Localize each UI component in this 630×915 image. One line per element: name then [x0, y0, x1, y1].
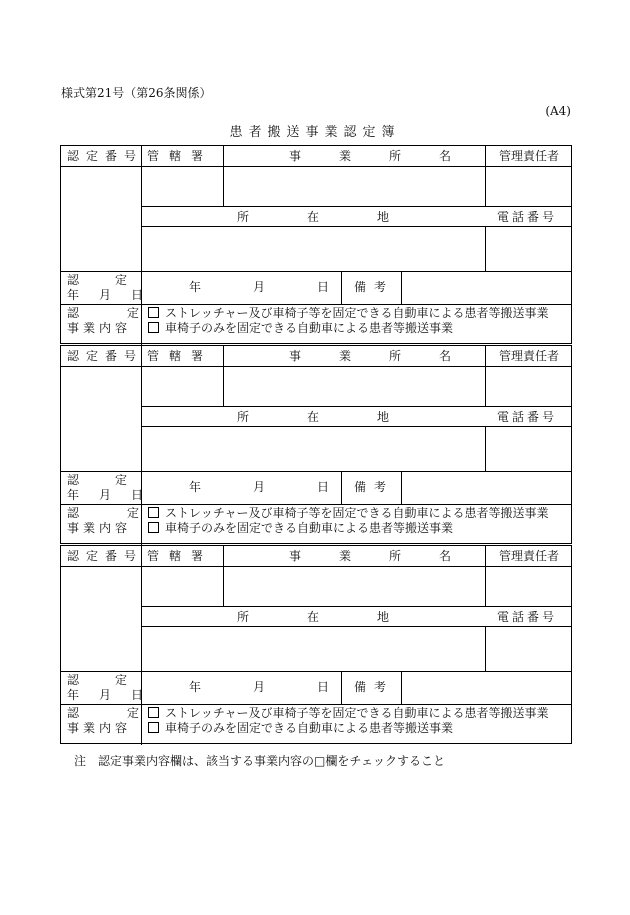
checkbox-icon[interactable]	[148, 322, 159, 333]
checkbox-icon[interactable]	[148, 522, 159, 533]
registry-entry	[60, 345, 572, 544]
manager-header: 管理責任者	[498, 349, 559, 363]
option-label: ストレッチャー及び車椅子等を固定できる自動車による患者等搬送事業	[165, 706, 549, 720]
option-wheelchair[interactable]	[148, 521, 549, 536]
business-options	[148, 506, 549, 536]
remarks-header: 備考	[354, 280, 395, 294]
cert-date-header-line2: 年 月 日	[67, 288, 148, 302]
cert-number-header: 認定番号	[67, 349, 144, 363]
option-wheelchair[interactable]	[148, 721, 549, 736]
option-stretcher[interactable]	[148, 306, 549, 321]
business-header	[67, 706, 139, 736]
document-title: 患者搬送事業認定簿	[229, 125, 401, 140]
business-header-line2: 事業内容	[67, 321, 132, 335]
business-header-line2: 事業内容	[67, 521, 132, 535]
location-header: 所在地	[237, 410, 448, 424]
business-header-line1: 認 定	[67, 706, 140, 720]
option-label: 車椅子のみを固定できる自動車による患者等搬送事業	[165, 521, 454, 535]
option-label: 車椅子のみを固定できる自動車による患者等搬送事業	[165, 721, 454, 735]
paper-size: (A4)	[545, 104, 571, 118]
phone-header: 電話番号	[497, 410, 558, 424]
option-wheelchair[interactable]	[148, 321, 549, 336]
option-stretcher[interactable]	[148, 706, 549, 721]
date-placeholder: 年 月 日	[189, 280, 334, 294]
remarks-header: 備考	[354, 680, 395, 694]
option-stretcher[interactable]	[148, 506, 549, 521]
business-options	[148, 306, 549, 336]
phone-header: 電話番号	[497, 610, 558, 624]
business-header-line2: 事業内容	[67, 721, 132, 735]
cert-date-header	[67, 673, 147, 703]
cert-date-header	[67, 273, 147, 303]
date-placeholder: 年 月 日	[189, 680, 334, 694]
business-header-line1: 認 定	[67, 306, 140, 320]
cert-number-header: 認定番号	[67, 549, 144, 563]
office-name-header: 事業所名	[289, 549, 490, 563]
cert-number-header: 認定番号	[67, 149, 144, 163]
option-label: 車椅子のみを固定できる自動車による患者等搬送事業	[165, 321, 454, 335]
footnote: 注 認定事業内容欄は、該当する事業内容の□欄をチェックすること	[74, 754, 445, 768]
cert-date-header-line1: 認 定	[67, 473, 128, 487]
checkbox-icon[interactable]	[148, 722, 159, 733]
date-placeholder: 年 月 日	[189, 480, 334, 494]
checkbox-icon[interactable]	[148, 707, 159, 718]
remarks-header: 備考	[354, 480, 395, 494]
jurisdiction-header: 管轄署	[147, 349, 214, 363]
manager-header: 管理責任者	[498, 549, 559, 563]
option-label: ストレッチャー及び車椅子等を固定できる自動車による患者等搬送事業	[165, 306, 549, 320]
cert-date-header-line1: 認 定	[67, 673, 128, 687]
form-number: 様式第21号（第26条関係）	[61, 86, 212, 100]
cert-date-header	[67, 473, 147, 503]
checkbox-icon[interactable]	[148, 507, 159, 518]
phone-header: 電話番号	[497, 210, 558, 224]
cert-date-header-line2: 年 月 日	[67, 488, 148, 502]
office-name-header: 事業所名	[289, 149, 490, 163]
option-label: ストレッチャー及び車椅子等を固定できる自動車による患者等搬送事業	[165, 506, 549, 520]
jurisdiction-header: 管轄署	[147, 149, 214, 163]
location-header: 所在地	[237, 610, 448, 624]
checkbox-icon[interactable]	[148, 307, 159, 318]
cert-date-header-line1: 認 定	[67, 273, 128, 287]
business-header	[67, 506, 139, 536]
manager-header: 管理責任者	[498, 149, 559, 163]
jurisdiction-header: 管轄署	[147, 549, 214, 563]
office-name-header: 事業所名	[289, 349, 490, 363]
registry-entry	[60, 545, 572, 744]
location-header: 所在地	[237, 210, 448, 224]
business-header-line1: 認 定	[67, 506, 140, 520]
registry-entry	[60, 145, 572, 344]
business-options	[148, 706, 549, 736]
cert-date-header-line2: 年 月 日	[67, 688, 148, 702]
business-header	[67, 306, 139, 336]
